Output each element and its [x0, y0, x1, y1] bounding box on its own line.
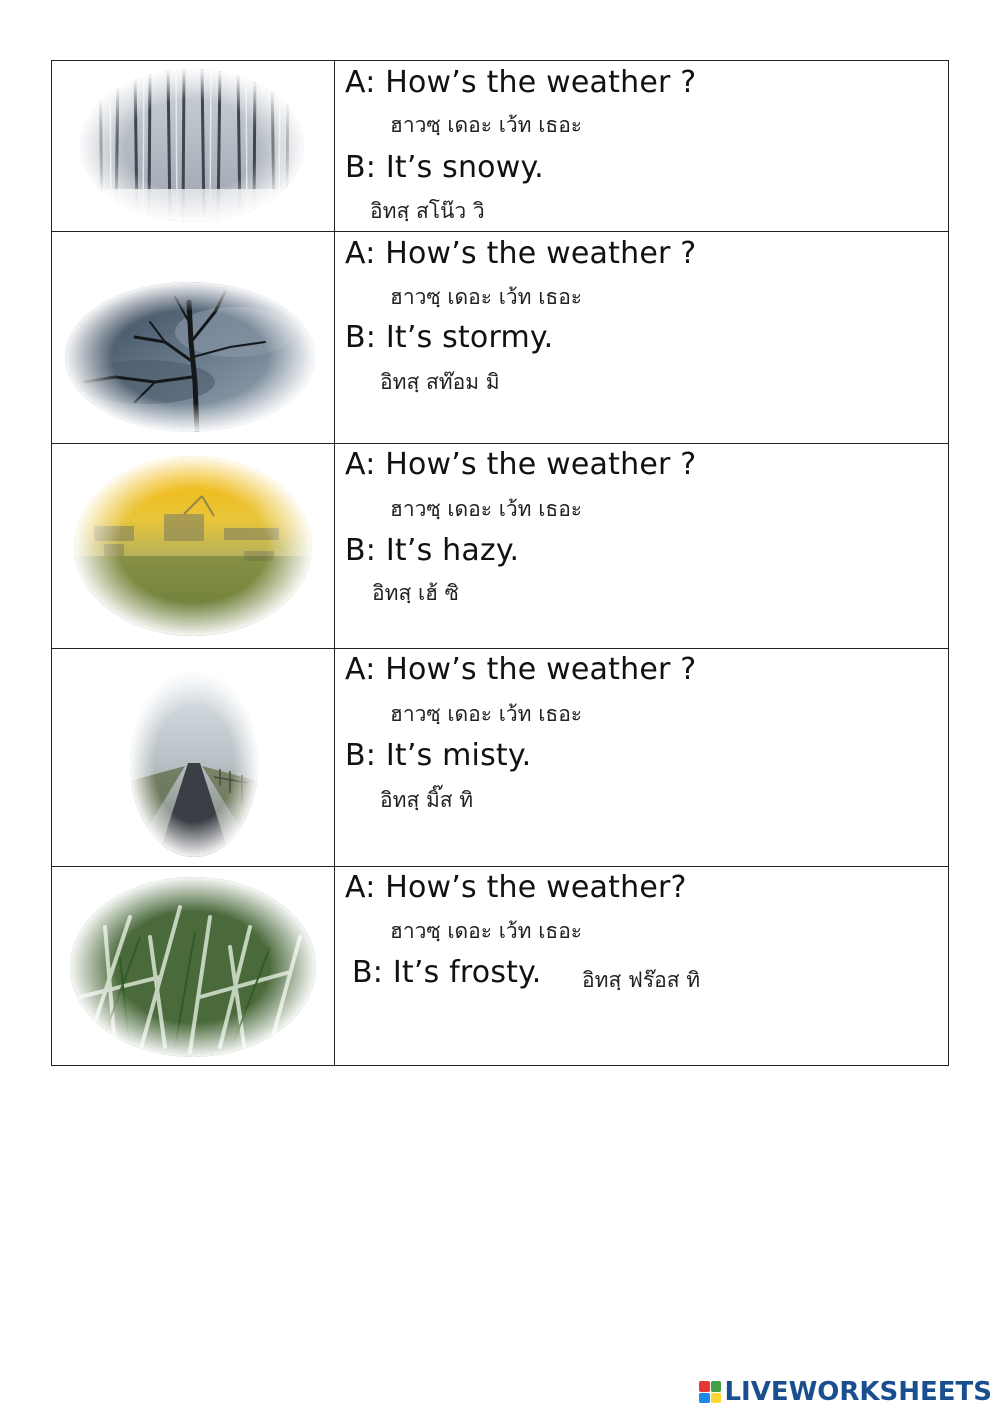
answer-reading: อิทสฺ เฮ้ ซิ — [372, 581, 459, 605]
answer-text: B: It’s snowy. — [345, 150, 544, 185]
answer-text: B: It’s stormy. — [345, 320, 554, 355]
logo-mark-icon — [699, 1381, 721, 1403]
question-reading: ฮาวซฺ เดอะ เว้ท เธอะ — [390, 113, 583, 137]
picture-cell — [52, 61, 335, 232]
answer-text: B: It’s hazy. — [345, 533, 520, 568]
table-row — [52, 232, 949, 444]
worksheet-table — [51, 60, 949, 1066]
table-row — [52, 649, 949, 867]
answer-reading: อิทสฺ สโน๊ว วิ — [370, 199, 485, 223]
question-text: A: How’s the weather ? — [345, 447, 697, 482]
dialogue-cell — [335, 61, 949, 232]
question-reading: ฮาวซฺ เดอะ เว้ท เธอะ — [390, 919, 583, 943]
question-reading: ฮาวซฺ เดอะ เว้ท เธอะ — [390, 285, 583, 309]
dialogue-cell — [335, 867, 949, 1066]
dialogue-cell — [335, 232, 949, 444]
dialogue-cell — [335, 444, 949, 649]
question-text: A: How’s the weather ? — [345, 65, 697, 100]
table-row — [52, 444, 949, 649]
picture-cell — [52, 867, 335, 1066]
brand-name: LIVEWORKSHEETS — [724, 1377, 992, 1407]
question-reading: ฮาวซฺ เดอะ เว้ท เธอะ — [390, 497, 583, 521]
misty-road-image — [130, 671, 258, 857]
snowy-forest-image — [80, 69, 304, 222]
picture-cell — [52, 444, 335, 649]
hazy-field-image — [74, 456, 312, 636]
liveworksheets-logo — [699, 1377, 992, 1407]
answer-text: B: It’s frosty. — [352, 955, 542, 990]
answer-reading: อิทสฺ มิ๊ส ทิ — [380, 788, 474, 812]
answer-reading: อิทสฺ สท๊อม มิ — [380, 370, 500, 394]
question-text: A: How’s the weather? — [345, 870, 687, 905]
frosty-grass-image — [70, 877, 316, 1057]
answer-text: B: It’s misty. — [345, 738, 532, 773]
table-row — [52, 867, 949, 1066]
question-text: A: How’s the weather ? — [345, 652, 697, 687]
picture-cell — [52, 232, 335, 444]
table-row — [52, 61, 949, 232]
stormy-tree-image — [65, 282, 315, 432]
question-reading: ฮาวซฺ เดอะ เว้ท เธอะ — [390, 702, 583, 726]
answer-reading: อิทสฺ ฟร๊อส ทิ — [582, 968, 701, 992]
dialogue-cell — [335, 649, 949, 867]
picture-cell — [52, 649, 335, 867]
question-text: A: How’s the weather ? — [345, 236, 697, 271]
